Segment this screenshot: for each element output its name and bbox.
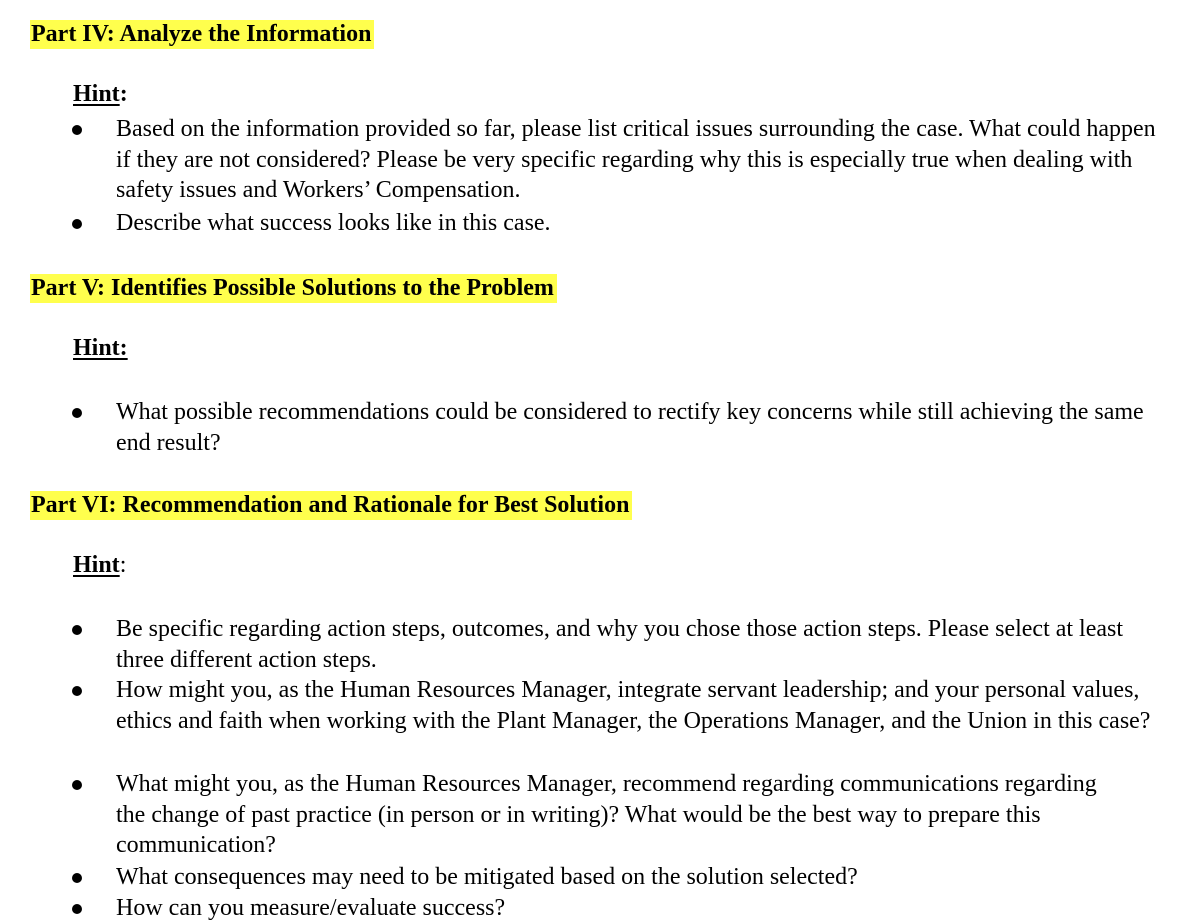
list-item: Describe what success looks like in this case. xyxy=(116,210,551,236)
section-heading-text: Part IV: Analyze the Information xyxy=(30,20,374,49)
hint-word: Hint xyxy=(73,552,120,578)
bullet-icon xyxy=(72,873,82,883)
list-item: What might you, as the Human Resources Manager, recommend regarding communications regarding the change of past practice (in person or in writing)? What would be the best way to prepare this communication? xyxy=(116,771,1097,858)
hint-label-part-vi xyxy=(73,550,126,580)
bullet-icon xyxy=(72,625,82,635)
bullet-icon xyxy=(72,780,82,790)
hint-word: Hint: xyxy=(73,335,128,361)
hint-word: Hint xyxy=(73,81,120,107)
hint-label-part-v xyxy=(73,333,128,363)
list-item: How can you measure/evaluate success? xyxy=(116,895,506,921)
list-item: What possible recommendations could be considered to rectify key concerns while still achieving the same end result? xyxy=(116,399,1144,456)
list-item: What consequences may need to be mitigated based on the solution selected? xyxy=(116,864,858,890)
bullet-icon xyxy=(72,408,82,418)
section-heading-part-vi xyxy=(30,490,632,520)
section-heading-text: Part VI: Recommendation and Rationale for Best Solution xyxy=(30,491,632,520)
hint-label-part-iv xyxy=(73,79,128,109)
bullet-icon xyxy=(72,904,82,914)
section-heading-part-iv xyxy=(30,19,374,49)
section-heading-part-v xyxy=(30,273,557,303)
bullet-icon xyxy=(72,686,82,696)
bullet-icon xyxy=(72,219,82,229)
list-item: Be specific regarding action steps, outcomes, and why you chose those action steps. Please select at least three different action steps. xyxy=(116,616,1124,673)
bullet-icon xyxy=(72,125,82,135)
list-item: How might you, as the Human Resources Manager, integrate servant leadership; and your personal values, ethics and faith when working with the Plant Manager, the Operations Manager, and the Union in this case? xyxy=(116,677,1151,734)
list-item: Based on the information provided so far, please list critical issues surrounding the case. What could happen if they are not considered? Please be very specific regarding why this is especially true when dealing with safety issues and Workers’ Compensation. xyxy=(116,116,1156,203)
hint-colon: : xyxy=(119,552,127,578)
section-heading-text: Part V: Identifies Possible Solutions to the Problem xyxy=(30,274,557,303)
hint-colon: : xyxy=(119,81,128,107)
